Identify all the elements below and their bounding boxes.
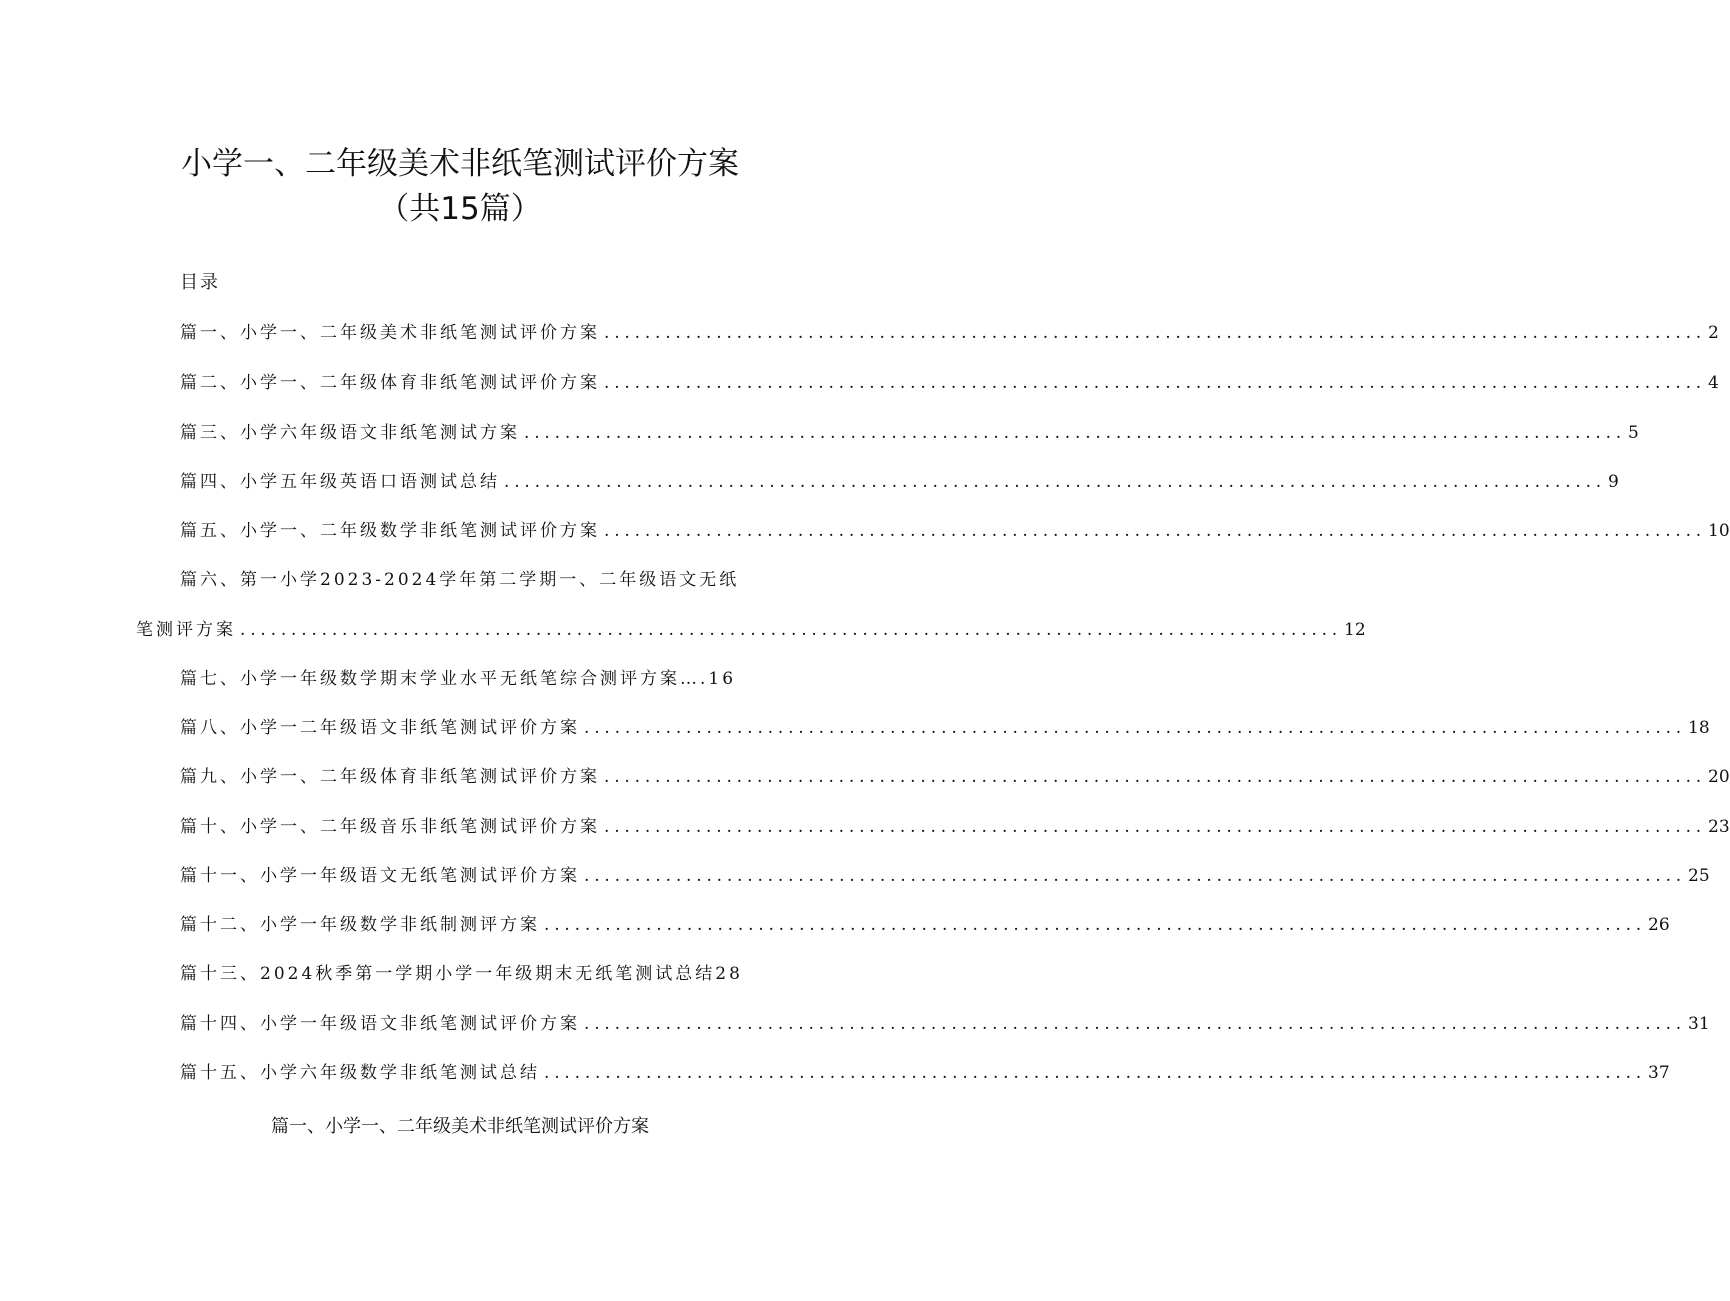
toc-entry[interactable]: [180, 1058, 1670, 1084]
toc-entry-label: 篇五、小学一、二年级数学非纸笔测试评价方案: [180, 521, 600, 541]
toc-entry-label: 篇十四、小学一年级语文非纸笔测试评价方案: [180, 1014, 580, 1034]
toc-entry[interactable]: [180, 418, 1639, 444]
toc-leader: ............................................................................................................: [604, 817, 1707, 837]
toc-page-number: 5: [1628, 423, 1639, 443]
toc-page-number: 25: [1688, 866, 1710, 886]
toc-entry[interactable]: [180, 812, 1730, 838]
toc-entry[interactable]: [180, 565, 780, 591]
toc-entry-label-continued: 笔测评方案: [136, 620, 236, 640]
toc-leader: ............................................................................................................: [604, 521, 1707, 541]
toc-leader: ............................................................................................................: [604, 373, 1707, 393]
toc-page-number: 18: [1688, 718, 1710, 738]
toc-entry[interactable]: [180, 861, 1710, 887]
document-subtitle: （共15篇）: [378, 191, 542, 227]
toc-leader: ............................................................................................................: [604, 323, 1707, 343]
toc-page-number: 12: [1344, 620, 1366, 640]
section-heading: 篇一、小学一、二年级美术非纸笔测试评价方案: [271, 1116, 649, 1137]
toc-entry-label: 篇四、小学五年级英语口语测试总结: [180, 472, 500, 492]
toc-leader: ............................................................................................................: [544, 1063, 1647, 1083]
toc-leader: ............................................................................................................: [584, 718, 1687, 738]
toc-entry[interactable]: [180, 1009, 1710, 1035]
toc-entry-label: 篇三、小学六年级语文非纸笔测试方案: [180, 423, 520, 443]
toc-page-number: 10: [1708, 521, 1730, 541]
toc-entry-label: 篇六、第一小学2023-2024学年第二学期一、二年级语文无纸: [180, 570, 740, 590]
toc-page-number: 37: [1648, 1063, 1670, 1083]
toc-entry[interactable]: [180, 318, 1719, 344]
toc-leader: ............................................................................................................: [544, 915, 1647, 935]
toc-entry-label: 篇二、小学一、二年级体育非纸笔测试评价方案: [180, 373, 600, 393]
toc-entry-label: 篇十三、2024秋季第一学期小学一年级期末无纸笔测试总结28: [180, 964, 743, 984]
toc-page-number: 20: [1708, 767, 1730, 787]
toc-entry-label: 篇八、小学一二年级语文非纸笔测试评价方案: [180, 718, 580, 738]
toc-page-number: 2: [1708, 323, 1719, 343]
toc-entry-label: 篇十五、小学六年级数学非纸笔测试总结: [180, 1063, 540, 1083]
toc-page-number: 9: [1608, 472, 1619, 492]
toc-page-number: 26: [1648, 915, 1670, 935]
toc-entry-label: 篇十一、小学一年级语文无纸笔测试评价方案: [180, 866, 580, 886]
toc-entry[interactable]: [180, 713, 1710, 739]
toc-page-number: 4: [1708, 373, 1719, 393]
toc-entry-label: 篇七、小学一年级数学期末学业水平无纸笔综合测评方案….16: [180, 669, 737, 689]
toc-leader: ............................................................................................................: [504, 472, 1607, 492]
toc-page-number: 23: [1708, 817, 1730, 837]
toc-entry-label: 篇九、小学一、二年级体育非纸笔测试评价方案: [180, 767, 600, 787]
toc-leader: ............................................................................................................: [584, 1014, 1687, 1034]
toc-entry-label: 篇十二、小学一年级数学非纸制测评方案: [180, 915, 540, 935]
document-title: 小学一、二年级美术非纸笔测试评价方案: [181, 146, 739, 182]
toc-entry[interactable]: [180, 959, 780, 985]
toc-entry-continuation[interactable]: [136, 615, 1366, 641]
toc-entry[interactable]: [180, 762, 1730, 788]
toc-entry[interactable]: [180, 368, 1719, 394]
toc-entry[interactable]: [180, 516, 1730, 542]
toc-entry-label: 篇一、小学一、二年级美术非纸笔测试评价方案: [180, 323, 600, 343]
toc-entry-label: 篇十、小学一、二年级音乐非纸笔测试评价方案: [180, 817, 600, 837]
toc-leader: ............................................................................................................: [524, 423, 1627, 443]
toc-leader: ............................................................................................................: [584, 866, 1687, 886]
toc-entry[interactable]: [180, 664, 780, 690]
toc-entry[interactable]: [180, 910, 1670, 936]
toc-page-number: 31: [1688, 1014, 1710, 1034]
toc-entry[interactable]: [180, 467, 1619, 493]
toc-leader: ............................................................................................................: [604, 767, 1707, 787]
toc-heading: 目录: [180, 272, 220, 293]
toc-leader: ............................................................................................................: [240, 620, 1343, 640]
